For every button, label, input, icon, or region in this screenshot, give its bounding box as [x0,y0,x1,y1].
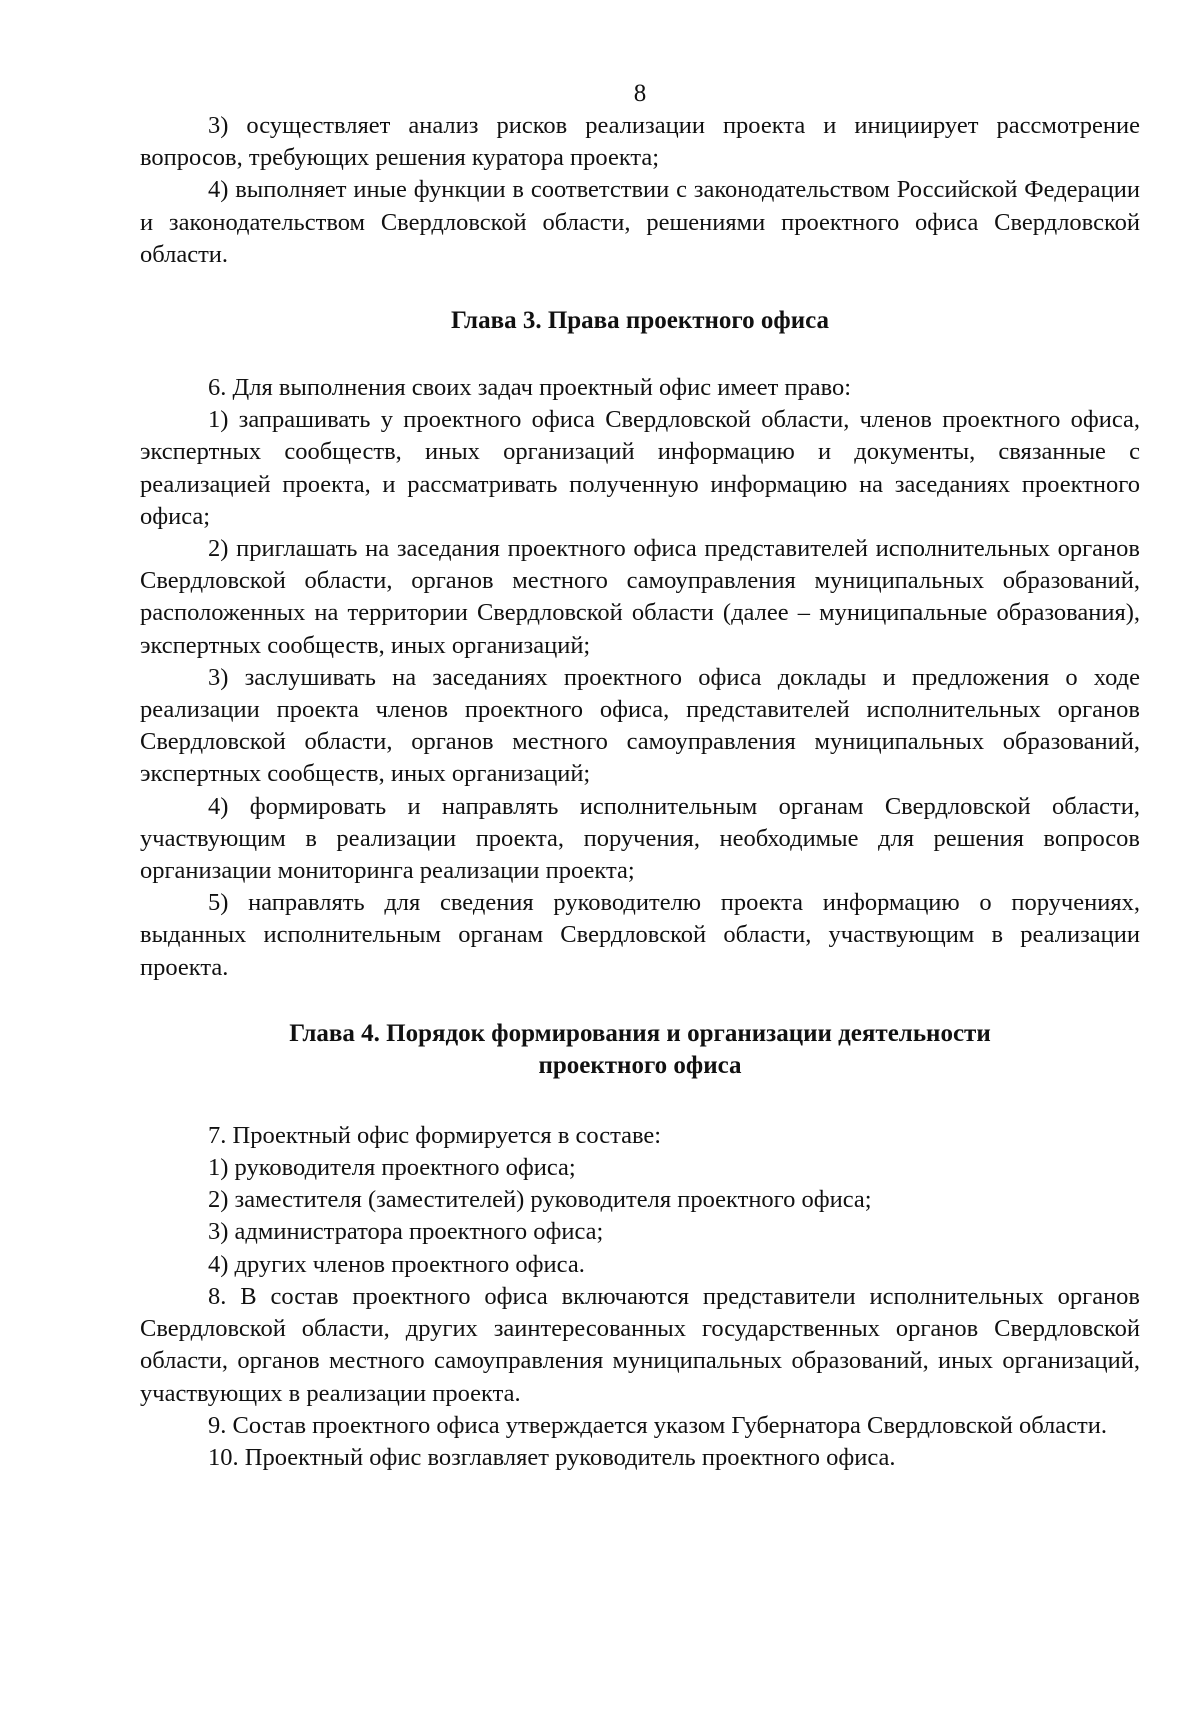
chapter-3-heading: Глава 3. Права проектного офиса [450,307,830,335]
paragraph-right-4: 4) формировать и направлять исполнительным органам Свердловской области, участвующим в реализации проекта, поручения, необходимые для решения вопросов организации мониторинга реализации проекта; [140,792,1140,885]
chapter-4-heading-line-2: проектного офиса [538,1051,742,1079]
paragraph-right-1: 1) запрашивать у проектного офиса Свердловской области, членов проектного офиса, экспертных сообществ, иных организаций информацию и документы, связанные с реализацией проекта, и рассматривать полученную информацию на заседаниях проектного офиса; [140,406,1140,530]
paragraph-composition-4: 4) других членов проектного офиса. [208,1250,585,1278]
paragraph-rights-intro: 6. Для выполнения своих задач проектный офис имеет право: [208,374,852,402]
paragraph-risk-analysis: 3) осуществляет анализ рисков реализации проекта и инициирует рассмотрение вопросов, требующих решения куратора проекта; [140,112,1140,172]
paragraph-composition-3: 3) администратора проектного офиса; [208,1218,604,1246]
chapter-4-heading [140,1018,1140,1082]
paragraph-right-3: 3) заслушивать на заседаниях проектного офиса доклады и предложения о ходе реализации проекта членов проектного офиса, представителей исполнительных органов Свердловской области, органов местного самоуправления муниципальных образований, экспертных сообществ, иных организаций; [140,663,1140,788]
paragraph-right-2: 2) приглашать на заседания проектного офиса представителей исполнительных органов Свердловской области, органов местного самоуправления муниципальных образований, расположенных на территории Свердловской области (далее – муниципальные образования), экспертных сообществ, иных организаций; [140,535,1140,659]
page-number: 8 [633,80,647,107]
paragraph-approval: 9. Состав проектного офиса утверждается указом Губернатора Свердловской области. [208,1411,1107,1439]
paragraph-other-functions: 4) выполняет иные функции в соответствии с законодательством Российской Федерации и законодательством Свердловской области, решениями проектного офиса Свердловской области. [140,176,1140,268]
paragraph-composition-2: 2) заместителя (заместителей) руководителя проектного офиса; [208,1186,872,1214]
document-page [140,78,1140,1474]
paragraph-membership: 8. В состав проектного офиса включаются представители исполнительных органов Свердловской области, других заинтересованных государственных органов Свердловской области, органов местного самоуправления муниципальных образований, иных организаций, участвующих в реализации проекта. [140,1282,1140,1407]
paragraph-leadership: 10. Проектный офис возглавляет руководитель проектного офиса. [208,1443,896,1471]
paragraph-right-5: 5) направлять для сведения руководителю проекта информацию о поручениях, выданных исполнительным органам Свердловской области, участвующим в реализации проекта. [140,889,1140,981]
chapter-4-heading-line-1: Глава 4. Порядок формирования и организации деятельности [289,1019,991,1047]
paragraph-composition-intro: 7. Проектный офис формируется в составе: [208,1121,662,1149]
paragraph-composition-1: 1) руководителя проектного офиса; [208,1154,576,1182]
